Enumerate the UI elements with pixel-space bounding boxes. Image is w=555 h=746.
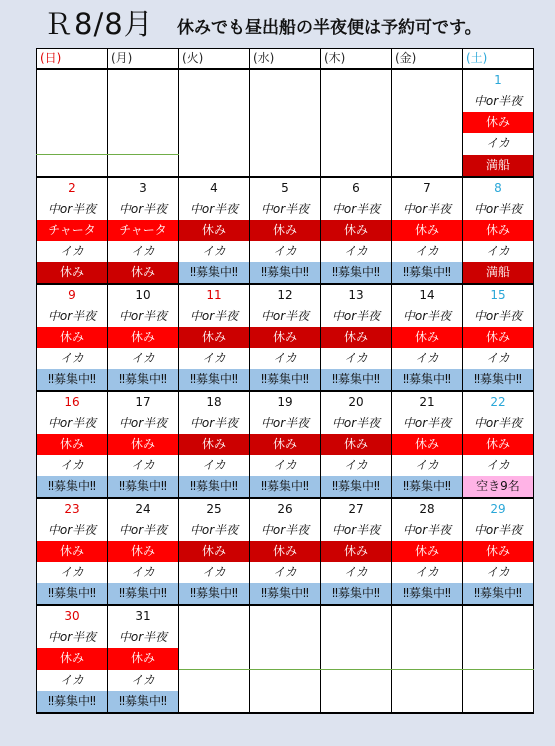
recruiting-status: ‼募集中‼ [37, 691, 108, 713]
closed-status: 休み [321, 434, 392, 455]
squid-trip-cell: イカ [108, 562, 179, 583]
empty-cell [179, 91, 250, 112]
week-slot-row [37, 455, 534, 476]
recruiting-status: ‼募集中‼ [392, 369, 463, 391]
squid-trip-cell: イカ [321, 241, 392, 262]
closed-status: 休み [179, 541, 250, 562]
squid-trip-cell: イカ [321, 455, 392, 476]
recruiting-status: ‼募集中‼ [250, 262, 321, 284]
empty-cell [321, 112, 392, 133]
day-number: 2 [37, 177, 108, 199]
day-number: 31 [108, 605, 179, 627]
day-number: 23 [37, 498, 108, 520]
closed-status: 休み [463, 112, 534, 133]
squid-trip-cell: イカ [321, 348, 392, 369]
trip-type-cell: 中or半夜 [463, 91, 534, 112]
day-number: 7 [392, 177, 463, 199]
full-boat-status: 満船 [463, 262, 534, 284]
empty-cell [250, 112, 321, 133]
day-number: 30 [37, 605, 108, 627]
weekday-header-tue: (火) [179, 49, 250, 70]
charter-status: チャータ [108, 220, 179, 241]
empty-cell [321, 627, 392, 648]
week-slot-row [37, 691, 534, 713]
day-number: 17 [108, 391, 179, 413]
trip-type-cell: 中or半夜 [392, 306, 463, 327]
empty-cell [463, 670, 534, 692]
weekday-header-thu: (木) [321, 49, 392, 70]
trip-type-cell: 中or半夜 [250, 413, 321, 434]
closed-status: 休み [37, 541, 108, 562]
empty-cell [108, 133, 179, 155]
squid-trip-cell: イカ [463, 348, 534, 369]
trip-type-cell: 中or半夜 [179, 306, 250, 327]
day-number [179, 69, 250, 91]
empty-cell [392, 627, 463, 648]
trip-type-cell: 中or半夜 [250, 520, 321, 541]
week-slot-row [37, 369, 534, 391]
week-slot-row [37, 583, 534, 605]
day-number [463, 605, 534, 627]
closed-status: 休み [108, 648, 179, 670]
empty-cell [463, 627, 534, 648]
recruiting-status: ‼募集中‼ [392, 583, 463, 605]
empty-cell [321, 648, 392, 670]
trip-type-cell: 中or半夜 [321, 306, 392, 327]
day-number: 11 [179, 284, 250, 306]
squid-trip-cell: イカ [108, 348, 179, 369]
squid-trip-cell: イカ [250, 455, 321, 476]
trip-type-cell: 中or半夜 [250, 306, 321, 327]
empty-cell [392, 691, 463, 713]
recruiting-status: ‼募集中‼ [392, 476, 463, 498]
squid-trip-cell: イカ [108, 455, 179, 476]
week-slot-row [37, 670, 534, 692]
week-slot-row [37, 133, 534, 155]
day-number [37, 69, 108, 91]
week-slot-row [37, 413, 534, 434]
closed-status: 休み [321, 220, 392, 241]
day-number: 16 [37, 391, 108, 413]
day-number [321, 605, 392, 627]
closed-status: 休み [463, 327, 534, 348]
empty-cell [321, 155, 392, 178]
week-slot-row [37, 476, 534, 498]
trip-type-cell: 中or半夜 [463, 199, 534, 220]
recruiting-status: ‼募集中‼ [108, 476, 179, 498]
day-number: 25 [179, 498, 250, 520]
closed-status: 休み [108, 262, 179, 284]
empty-cell [179, 133, 250, 155]
closed-status: 休み [179, 434, 250, 455]
squid-trip-cell: イカ [392, 562, 463, 583]
trip-type-cell: 中or半夜 [108, 199, 179, 220]
day-number [321, 69, 392, 91]
closed-status: 休み [37, 648, 108, 670]
day-number: 26 [250, 498, 321, 520]
week-date-row [37, 498, 534, 520]
closed-status: 休み [250, 327, 321, 348]
closed-status: 休み [392, 541, 463, 562]
week-slot-row [37, 241, 534, 262]
squid-trip-cell: イカ [250, 241, 321, 262]
week-slot-row [37, 520, 534, 541]
weekday-header-row [37, 49, 534, 70]
recruiting-status: ‼募集中‼ [108, 369, 179, 391]
trip-type-cell: 中or半夜 [37, 413, 108, 434]
empty-cell [179, 670, 250, 692]
recruiting-status: ‼募集中‼ [321, 262, 392, 284]
squid-trip-cell: イカ [179, 562, 250, 583]
empty-cell [392, 155, 463, 178]
day-number: 1 [463, 69, 534, 91]
week-slot-row [37, 348, 534, 369]
day-number [250, 69, 321, 91]
day-number: 10 [108, 284, 179, 306]
empty-cell [108, 91, 179, 112]
empty-cell [179, 155, 250, 178]
week-slot-row [37, 199, 534, 220]
trip-type-cell: 中or半夜 [37, 520, 108, 541]
empty-cell [37, 133, 108, 155]
day-number [108, 69, 179, 91]
empty-cell [321, 691, 392, 713]
charter-status: チャータ [37, 220, 108, 241]
closed-status: 休み [179, 220, 250, 241]
recruiting-status: ‼募集中‼ [250, 476, 321, 498]
empty-cell [392, 133, 463, 155]
closed-status: 休み [392, 220, 463, 241]
day-number: 13 [321, 284, 392, 306]
squid-trip-cell: イカ [392, 455, 463, 476]
empty-cell [179, 648, 250, 670]
day-number: 5 [250, 177, 321, 199]
week-slot-row [37, 434, 534, 455]
week-slot-row [37, 91, 534, 112]
trip-type-cell: 中or半夜 [392, 199, 463, 220]
week-date-row [37, 177, 534, 199]
squid-trip-cell: イカ [250, 562, 321, 583]
week-slot-row [37, 112, 534, 133]
day-number [392, 605, 463, 627]
week-date-row [37, 284, 534, 306]
recruiting-status: ‼募集中‼ [321, 369, 392, 391]
trip-type-cell: 中or半夜 [108, 306, 179, 327]
week-date-row [37, 605, 534, 627]
closed-status: 休み [392, 434, 463, 455]
closed-status: 休み [108, 327, 179, 348]
week-slot-row [37, 306, 534, 327]
empty-cell [250, 91, 321, 112]
empty-cell [250, 691, 321, 713]
recruiting-status: ‼募集中‼ [108, 691, 179, 713]
day-number: 9 [37, 284, 108, 306]
recruiting-status: ‼募集中‼ [179, 583, 250, 605]
recruiting-status: ‼募集中‼ [108, 583, 179, 605]
trip-type-cell: 中or半夜 [250, 199, 321, 220]
day-number: 19 [250, 391, 321, 413]
trip-type-cell: 中or半夜 [179, 413, 250, 434]
recruiting-status: ‼募集中‼ [37, 369, 108, 391]
closed-status: 休み [108, 434, 179, 455]
empty-cell [179, 112, 250, 133]
day-number: 6 [321, 177, 392, 199]
day-number: 21 [392, 391, 463, 413]
recruiting-status: ‼募集中‼ [179, 369, 250, 391]
day-number: 4 [179, 177, 250, 199]
week-slot-row [37, 327, 534, 348]
squid-trip-cell: イカ [463, 562, 534, 583]
empty-cell [179, 627, 250, 648]
empty-cell [108, 155, 179, 178]
trip-type-cell: 中or半夜 [179, 199, 250, 220]
closed-status: 休み [321, 541, 392, 562]
squid-trip-cell: イカ [250, 348, 321, 369]
day-number: 29 [463, 498, 534, 520]
week-slot-row [37, 262, 534, 284]
empty-cell [250, 627, 321, 648]
closed-status: 休み [37, 262, 108, 284]
empty-cell [37, 91, 108, 112]
recruiting-status: ‼募集中‼ [463, 583, 534, 605]
closed-status: 休み [463, 434, 534, 455]
day-number: 27 [321, 498, 392, 520]
closed-status: 休み [250, 220, 321, 241]
empty-cell [250, 133, 321, 155]
day-number: 24 [108, 498, 179, 520]
empty-cell [392, 112, 463, 133]
squid-trip-cell: イカ [108, 241, 179, 262]
closed-status: 休み [108, 541, 179, 562]
trip-type-cell: 中or半夜 [37, 306, 108, 327]
squid-trip-cell: イカ [37, 670, 108, 692]
recruiting-status: ‼募集中‼ [250, 369, 321, 391]
empty-cell [250, 670, 321, 692]
empty-cell [321, 91, 392, 112]
day-number [250, 605, 321, 627]
weekday-header-mon: (月) [108, 49, 179, 70]
empty-cell [463, 648, 534, 670]
empty-cell [108, 112, 179, 133]
squid-trip-cell: イカ [463, 133, 534, 155]
trip-type-cell: 中or半夜 [37, 199, 108, 220]
day-number: 22 [463, 391, 534, 413]
vacancy-status: 空き9名 [463, 476, 534, 498]
recruiting-status: ‼募集中‼ [463, 369, 534, 391]
closed-status: 休み [37, 327, 108, 348]
empty-cell [250, 155, 321, 178]
day-number: 14 [392, 284, 463, 306]
squid-trip-cell: イカ [463, 241, 534, 262]
closed-status: 休み [463, 220, 534, 241]
day-number [179, 605, 250, 627]
squid-trip-cell: イカ [179, 348, 250, 369]
full-boat-status: 満船 [463, 155, 534, 178]
squid-trip-cell: イカ [179, 241, 250, 262]
closed-status: 休み [392, 327, 463, 348]
page-subtitle: 休みでも昼出船の半夜便は予約可です。 [177, 18, 482, 38]
closed-status: 休み [250, 434, 321, 455]
closed-status: 休み [463, 541, 534, 562]
squid-trip-cell: イカ [108, 670, 179, 692]
trip-type-cell: 中or半夜 [179, 520, 250, 541]
recruiting-status: ‼募集中‼ [179, 262, 250, 284]
calendar-table [36, 48, 534, 714]
closed-status: 休み [179, 327, 250, 348]
squid-trip-cell: イカ [463, 455, 534, 476]
trip-type-cell: 中or半夜 [108, 413, 179, 434]
squid-trip-cell: イカ [37, 455, 108, 476]
recruiting-status: ‼募集中‼ [250, 583, 321, 605]
empty-cell [321, 670, 392, 692]
week-slot-row [37, 155, 534, 178]
week-slot-row [37, 562, 534, 583]
recruiting-status: ‼募集中‼ [321, 583, 392, 605]
recruiting-status: ‼募集中‼ [179, 476, 250, 498]
trip-type-cell: 中or半夜 [321, 199, 392, 220]
trip-type-cell: 中or半夜 [321, 520, 392, 541]
day-number: 18 [179, 391, 250, 413]
recruiting-status: ‼募集中‼ [321, 476, 392, 498]
empty-cell [392, 670, 463, 692]
week-slot-row [37, 541, 534, 562]
recruiting-status: ‼募集中‼ [37, 583, 108, 605]
weekday-header-fri: (金) [392, 49, 463, 70]
squid-trip-cell: イカ [179, 455, 250, 476]
day-number: 20 [321, 391, 392, 413]
squid-trip-cell: イカ [321, 562, 392, 583]
day-number: 12 [250, 284, 321, 306]
trip-type-cell: 中or半夜 [37, 627, 108, 648]
week-slot-row [37, 220, 534, 241]
trip-type-cell: 中or半夜 [463, 520, 534, 541]
weekday-header-sun: (日) [37, 49, 108, 70]
empty-cell [321, 133, 392, 155]
recruiting-status: ‼募集中‼ [392, 262, 463, 284]
empty-cell [392, 91, 463, 112]
squid-trip-cell: イカ [392, 241, 463, 262]
closed-status: 休み [321, 327, 392, 348]
week-slot-row [37, 648, 534, 670]
trip-type-cell: 中or半夜 [392, 413, 463, 434]
trip-type-cell: 中or半夜 [108, 520, 179, 541]
week-date-row [37, 69, 534, 91]
squid-trip-cell: イカ [392, 348, 463, 369]
empty-cell [179, 691, 250, 713]
day-number: 28 [392, 498, 463, 520]
day-number: 15 [463, 284, 534, 306]
squid-trip-cell: イカ [37, 348, 108, 369]
trip-type-cell: 中or半夜 [392, 520, 463, 541]
week-date-row [37, 391, 534, 413]
squid-trip-cell: イカ [37, 562, 108, 583]
squid-trip-cell: イカ [37, 241, 108, 262]
day-number [392, 69, 463, 91]
empty-cell [37, 155, 108, 178]
empty-cell [250, 648, 321, 670]
page-title: Ｒ8/8月 [44, 7, 154, 41]
weekday-header-wed: (水) [250, 49, 321, 70]
empty-cell [37, 112, 108, 133]
day-number: 8 [463, 177, 534, 199]
trip-type-cell: 中or半夜 [463, 413, 534, 434]
closed-status: 休み [250, 541, 321, 562]
week-slot-row [37, 627, 534, 648]
empty-cell [463, 691, 534, 713]
day-number: 3 [108, 177, 179, 199]
trip-type-cell: 中or半夜 [463, 306, 534, 327]
closed-status: 休み [37, 434, 108, 455]
empty-cell [392, 648, 463, 670]
weekday-header-sat: (土) [463, 49, 534, 70]
trip-type-cell: 中or半夜 [321, 413, 392, 434]
recruiting-status: ‼募集中‼ [37, 476, 108, 498]
trip-type-cell: 中or半夜 [108, 627, 179, 648]
